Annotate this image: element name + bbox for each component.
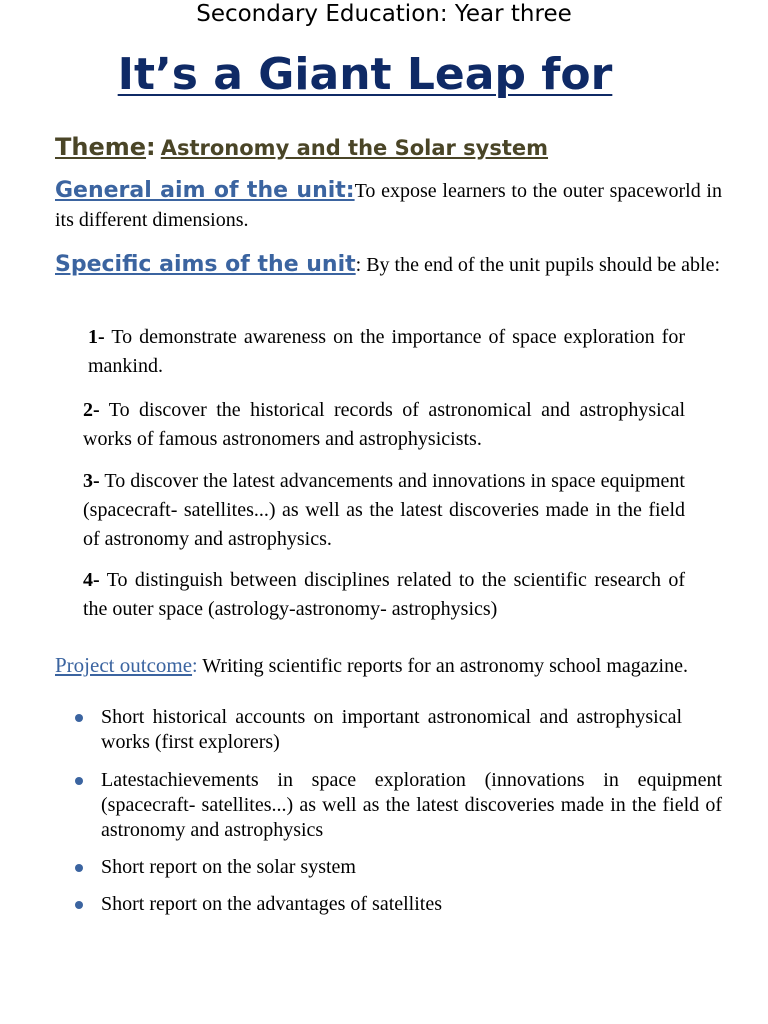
list-item-text: Short report on the solar system <box>101 856 356 878</box>
project-outcome <box>55 652 722 679</box>
general-aim <box>55 176 722 235</box>
specific-aim-item <box>83 467 685 554</box>
project-outcome-label: Project outcome <box>55 653 193 677</box>
project-outcome-colon: : <box>192 655 198 677</box>
specific-aim-item <box>83 566 685 624</box>
bullet-icon <box>75 864 83 872</box>
specific-aims-intro: : By the end of the unit pupils should be able: <box>355 254 721 276</box>
theme-value: Astronomy and the Solar system <box>160 136 549 160</box>
aim-number: 4- <box>83 569 100 591</box>
list-item <box>75 892 722 918</box>
bullet-icon <box>75 901 83 909</box>
aim-number: 3- <box>83 470 100 492</box>
general-aim-heading: General aim of the unit: <box>55 178 355 203</box>
general-aim-text: To expose learners to the outer spaceworld in its different dimensions. <box>55 180 722 231</box>
specific-aim-item <box>83 396 685 454</box>
theme-colon: : <box>146 133 156 161</box>
aim-text: To discover the latest advancements and innovations in space equipment (spacecraft- satellites...) as well as the latest discoveries made in the field of astronomy and astrophysics. <box>83 470 685 550</box>
aim-text: To distinguish between disciplines related to the scientific research of the outer space (astrology-astronomy- astrophysics) <box>83 569 685 620</box>
document-title: It’s a Giant Leap for <box>117 49 613 100</box>
list-item-text: Short historical accounts on important astronomical and astrophysical works (first explorers) <box>101 706 682 753</box>
project-outcome-text: Writing scientific reports for an astronomy school magazine. <box>197 655 688 677</box>
aim-text: To demonstrate awareness on the importance of space exploration for mankind. <box>88 326 685 377</box>
document-subtitle: Secondary Education: Year three <box>196 1 572 27</box>
aim-number: 2- <box>83 399 100 421</box>
list-item <box>75 705 722 757</box>
list-item-text: Latestachievements in space exploration (innovations in equipment (spacecraft- satellites...) as well as the latest discoveries made in the field of astronomy and astrophysics <box>101 769 722 841</box>
list-item <box>75 768 722 846</box>
specific-aims <box>55 250 722 280</box>
theme-label: Theme <box>55 133 147 161</box>
specific-aims-heading: Specific aims of the unit <box>55 252 356 277</box>
theme-line <box>55 131 548 166</box>
aim-text: To discover the historical records of astronomical and astrophysical works of famous astronomers and astrophysicists. <box>83 399 685 450</box>
list-item <box>75 855 722 881</box>
specific-aim-item <box>88 323 685 381</box>
bullet-icon <box>75 714 83 722</box>
aim-number: 1- <box>88 326 105 348</box>
list-item-text: Short report on the advantages of satellites <box>101 893 443 915</box>
bullet-icon <box>75 777 83 785</box>
